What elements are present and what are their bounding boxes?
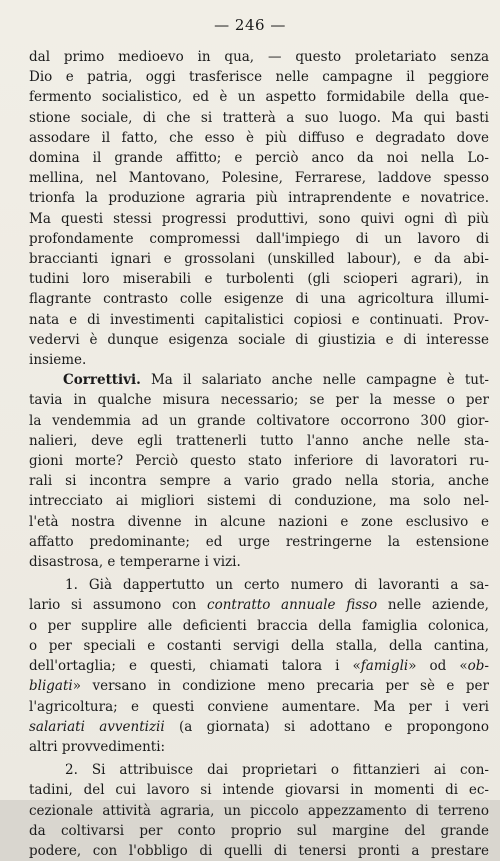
text-line: braccianti ignari e grossolani (unskilled labour), e da abi- xyxy=(29,251,489,268)
text-line: affatto predominante; ed urge restringerne la estensione xyxy=(29,533,489,550)
text-line xyxy=(29,370,489,390)
text-line: gioni morte? Perciò questo stato inferiore di lavoratori ru- xyxy=(29,453,489,470)
text-line: Ma questi stessi progressi produttivi, sono quivi ogni dì più xyxy=(29,210,489,227)
text-line: altri provvedimenti: xyxy=(29,738,166,755)
text-span: » od « xyxy=(408,658,468,675)
text-line: tudini loro miserabili e turbolenti (gli scioperi agrari), in xyxy=(29,271,489,288)
text-line: assodare il fatto, che esso è più diffuso e degradato dove xyxy=(29,129,489,146)
body-text xyxy=(29,47,489,861)
italic-span: salariati avventizii xyxy=(29,718,165,735)
italic-span: contratto annuale fisso xyxy=(207,597,378,614)
text-line xyxy=(29,676,489,696)
text-line: 2. Si attribuisce dai proprietari o fittanzieri ai con- xyxy=(65,762,489,779)
text-line: o per speciali e costanti servigi della stalla, della cantina, xyxy=(29,637,489,654)
text-line: 1. Già dappertutto un certo numero di lavoranti a sa- xyxy=(65,577,489,594)
paragraph-proletariato xyxy=(29,47,489,370)
text-line: profondamente compromessi dall'impiego di un lavoro di xyxy=(29,230,489,247)
text-line: intrecciato ai migliori sistemi di conduzione, ma solo nel- xyxy=(29,493,489,510)
text-line: mellina, nel Mantovano, Polesine, Ferrarese, laddove spesso xyxy=(29,170,489,187)
text-line: nalieri, deve egli trattenerli tutto l'anno anche nelle sta- xyxy=(29,432,489,449)
text-line: flagrante contrasto colle esigenze di una agricoltura illumi- xyxy=(29,291,489,308)
paragraph-correttivi xyxy=(29,370,489,572)
paragraph-appezzamento xyxy=(29,760,489,861)
text-span: (a giornata) si adottano e propongono xyxy=(164,718,489,735)
text-span: lario si assumono con xyxy=(29,597,208,614)
text-line: l'età nostra divenne in alcune nazioni e zone esclusivo e xyxy=(29,513,489,530)
text-span: nelle aziende, xyxy=(377,597,489,614)
text-span: » versano in condizione meno precaria per sè e per xyxy=(72,678,489,695)
text-line xyxy=(29,595,489,615)
page-number: — 246 — xyxy=(214,16,286,34)
text-line: da coltivarsi per conto proprio sul margine del grande xyxy=(29,822,489,839)
text-line: Dio e patria, oggi trasferisce nelle campagne il peggiore xyxy=(29,69,489,86)
text-line: domina il grande affitto; e perciò anco da noi nella Lo- xyxy=(29,150,489,167)
text-line: insieme. xyxy=(29,352,87,369)
italic-span: ob- xyxy=(467,658,489,675)
text-line: vedervi è dunque esigenza sociale di giustizia e di interesse xyxy=(29,331,489,348)
text-line: cezionale attività agraria, un piccolo appezzamento di terreno xyxy=(29,802,489,819)
text-line: tadini, del cui lavoro si intende giovarsi in momenti di ec- xyxy=(29,782,489,799)
text-line: o per supplire alle deficienti braccia della famiglia colonica, xyxy=(29,617,489,634)
text-line xyxy=(29,656,489,676)
text-span: dell'ortaglia; e questi, chiamati talora i « xyxy=(29,658,361,675)
text-line: tavia in qualche misura necessario; se per la messe o per xyxy=(29,392,489,409)
text-line: dal primo medioevo in qua, — questo proletariato senza xyxy=(29,49,489,65)
text-span: Ma il salariato anche nelle campagne è tut- xyxy=(150,372,489,389)
text-line: fermento socialistico, ed è un aspetto formidabile della que- xyxy=(29,89,489,106)
text-line: l'agricoltura; e questi conviene aumentare. Ma per i veri xyxy=(29,698,489,715)
text-line: la vendemmia ad un grande coltivatore occorrono 300 gior- xyxy=(29,412,489,429)
text-line: rali si incontra sempre a vario grado nella storia, anche xyxy=(29,473,489,490)
text-line: stione sociale, di che si tratterà a suo luogo. Ma qui basti xyxy=(29,109,489,126)
text-line xyxy=(29,717,489,737)
italic-span: famigli xyxy=(360,658,409,675)
text-line: disastrosa, e temperarne i vizi. xyxy=(29,554,241,571)
paragraph-salariati xyxy=(29,575,489,757)
section-heading: Correttivi. xyxy=(63,372,141,389)
text-line: trionfa la produzione agraria più intraprendente e novatrice. xyxy=(29,190,489,207)
text-line: nata e di investimenti capitalistici copiosi e continuati. Prov- xyxy=(29,311,489,328)
italic-span: bligati xyxy=(29,678,73,695)
text-line: podere, con l'obbligo di quelli di tenersi pronti a prestare xyxy=(29,842,489,859)
